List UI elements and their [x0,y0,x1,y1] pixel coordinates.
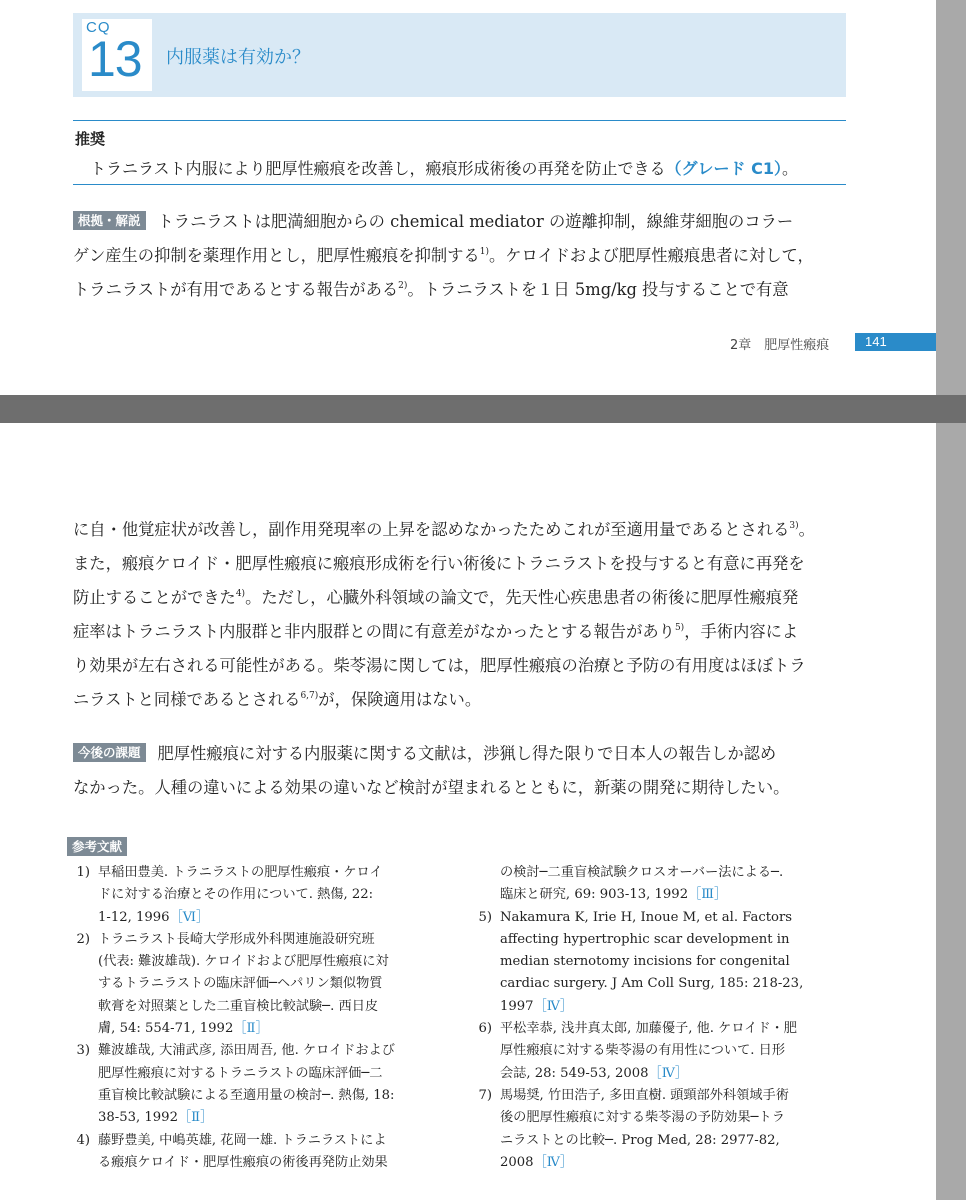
reference-number: 5) [478,909,492,925]
page-141 [0,0,936,395]
references-left-column [68,862,458,1174]
reference-item [470,862,850,907]
reference-line: ドに対する治療とその作用について. 熱傷, 22: [98,887,374,903]
rationale-tag: 根拠・解説 [73,211,146,230]
footer-chapter: 2章 肥厚性瘢痕 [730,338,830,353]
page-gap [0,395,966,423]
reference-line: するトラニラストの臨床評価─ヘパリン類似物質 [98,976,383,992]
reference-number [470,862,500,907]
recommendation-top-rule [73,120,846,121]
recommendation-text: トラニラスト内服により肥厚性瘢痕を改善し，瘢痕形成術後の再発を防止できる（グレード C1）。 [90,159,798,178]
reference-line: 肥厚性瘢痕に対するトラニラストの臨床評価─二 [98,1065,383,1081]
cq-header [73,13,846,97]
reference-number: 7) [478,1087,492,1103]
reference-line: ニラストとの比較─. Prog Med, 28: 2977-82, [500,1132,780,1148]
footer-page-number: 141 [855,333,936,351]
reference-item [68,929,458,1040]
reference-line: 厚性瘢痕に対する柴苓湯の有用性について. 日形 [500,1043,786,1059]
cq-badge [82,19,152,91]
reference-line: 1-12, 1996［Ⅵ］ [98,909,210,925]
rationale-paragraph: 根拠・解説 トラニラストは肥満細胞からの chemical mediator の遊離抑制，線維芽細胞のコラー ゲン産生の抑制を薬理作用とし，肥厚性瘢痕を抑制する$^{1)}$。ケロイドおよび肥厚性瘢痕患者に対して， トラニラストが有用であるとする報告がある$^{2)}$。トラニラストを１日 5mg/kg 投与することで有意 [73,212,814,299]
reference-line: 38-53, 1992［Ⅱ］ [98,1110,214,1126]
reference-line: (代表: 難波雄哉). ケロイドおよび肥厚性瘢痕に対 [98,954,389,970]
reference-line: 軟膏を対照薬とした二重盲検比較試験─. 西日皮 [98,998,379,1014]
reference-line: median sternotomy incisions for congenital [500,954,790,970]
evidence-level: ［Ⅱ］ [177,1110,214,1126]
future-issues-tag: 今後の課題 [73,743,146,762]
cq-title: 内服薬は有効か？ [166,47,310,68]
reference-line: 平松幸恭, 浅井真太郎, 加藤優子, 他. ケロイド・肥 [500,1021,797,1037]
references-tag: 参考文献 [67,837,127,856]
evidence-level: ［Ⅲ］ [688,887,728,903]
recommendation-grade: （グレード C1） [665,159,782,178]
reference-line: 難波雄哉, 大浦武彦, 添田周吾, 他. ケロイドおよび [98,1043,395,1059]
reference-number: 6) [478,1021,492,1037]
reference-line: affecting hypertrophic scar development in [500,931,790,947]
cq-label: CQ [86,19,111,36]
references-right-column [470,862,850,1174]
evidence-level: ［Ⅵ］ [169,909,210,925]
evidence-level: ［Ⅳ］ [533,998,574,1014]
continued-paragraph: に自・他覚症状が改善し，副作用発現率の上昇を認めなかったためこれが至適用量であるとされる$^{3)}$。 また，瘢痕ケロイド・肥厚性瘢痕に瘢痕形成術を行い術後にトラニラストを投与すると有意に再発を 防止することができた$^{4)}$。ただし，心臓外科領域の論文で，先天性心疾患患者の術後に肥厚性瘢痕発 症率はトラニラスト内服群と非内服群との間に有意差がなかったとする報告があり$^{5)}$，手術内容によ り効果が左右される可能性がある。柴苓湯に関しては，肥厚性瘢痕の治療と予防の有用度はほぼトラ ニラストと同様であるとされる$^{6,7)}$が，保険適用はない。 [73,520,815,709]
reference-line: 膚, 54: 554-71, 1992［Ⅱ］ [98,1021,269,1037]
reference-item [470,1018,850,1085]
reference-line: 1997［Ⅳ］ [500,998,574,1014]
evidence-level: ［Ⅳ］ [648,1065,689,1081]
future-issues-paragraph: 今後の課題 肥厚性瘢痕に対する内服薬に関する文献は，渉猟し得た限りで日本人の報告しか認め なかった。人種の違いによる効果の違いなど検討が望まれるとともに，新薬の開発に期待したい。 [73,744,790,797]
reference-item [68,1130,458,1175]
reference-item [68,1040,458,1129]
viewer-scroll-strip [936,0,966,1200]
recommendation-bottom-rule [73,184,846,185]
reference-line: Nakamura K, Irie H, Inoue M, et al. Factors [500,909,793,925]
cq-number: 13 [88,31,142,87]
reference-item [470,1085,850,1174]
reference-line: る瘢痕ケロイド・肥厚性瘢痕の術後再発防止効果 [98,1154,388,1170]
reference-line: 重盲検比較試験による至適用量の検討─. 熱傷, 18: [98,1087,395,1103]
reference-line: 臨床と研究, 69: 903-13, 1992［Ⅲ］ [500,887,728,903]
reference-line: cardiac surgery. J Am Coll Surg, 185: 218-23, [500,976,804,992]
reference-number: 1) [76,865,90,880]
reference-line: 会誌, 28: 549-53, 2008［Ⅳ］ [500,1065,689,1081]
reference-item [68,862,458,929]
reference-item [470,907,850,1018]
reference-line: 早稲田豊美. トラニラストの肥厚性瘢痕・ケロイ [98,865,383,880]
reference-line: 藤野豊美, 中嶋英雄, 花岡一雄. トラニラストによ [98,1132,387,1148]
reference-number: 4) [76,1132,90,1148]
evidence-level: ［Ⅱ］ [233,1021,269,1037]
reference-line: 馬場奨, 竹田浩子, 多田直樹. 頭頸部外科領域手術 [500,1087,789,1103]
reference-line: トラニラスト長崎大学形成外科関連施設研究班 [98,931,375,947]
recommendation-heading: 推奨 [75,130,106,148]
reference-line: 後の肥厚性瘢痕に対する柴苓湯の予防効果─トラ [500,1110,785,1126]
reference-number: 3) [76,1043,90,1059]
reference-line: の検討─二重盲検試験クロスオーバー法による─. [500,865,784,880]
reference-number: 2) [76,931,90,947]
reference-line: 2008［Ⅳ］ [500,1154,574,1170]
evidence-level: ［Ⅳ］ [533,1154,574,1170]
